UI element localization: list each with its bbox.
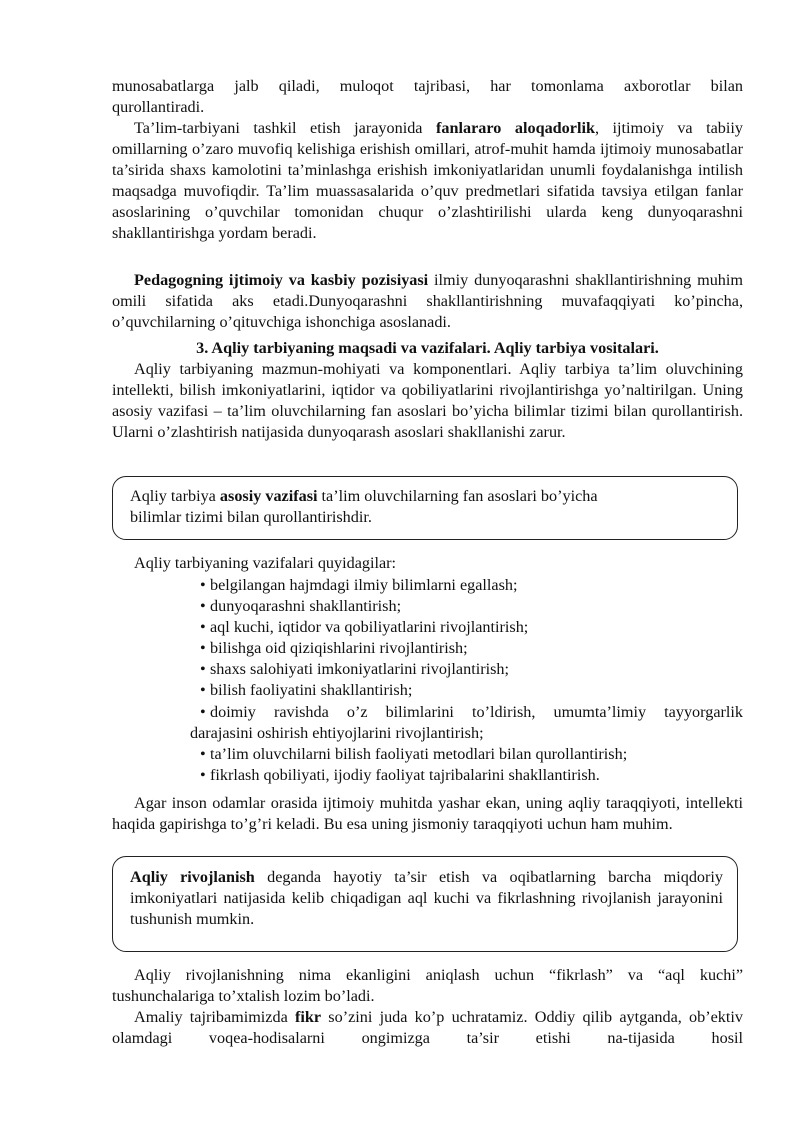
paragraph-inson <box>112 793 743 835</box>
paragraph-fikrlash <box>112 965 743 1007</box>
bold-term: fanlararo aloqadorlik <box>436 119 595 137</box>
paragraph-continuation <box>112 76 743 118</box>
bullet-icon: • <box>200 597 206 616</box>
box-text <box>130 867 723 930</box>
list-item <box>112 596 743 617</box>
bold-term: Aqliy rivojlanish <box>130 868 255 886</box>
paragraph-aqliy-tarbiya <box>112 359 743 443</box>
text-span: so’zini juda ko’p uchratamiz. Oddiy qilib aytganda, ob’ektiv olamdagi voqea-hodisalarni ongimizga ta’sir etishi na-tijasida hosil <box>112 1008 743 1048</box>
bullet-icon: • <box>200 639 206 658</box>
bullet-icon: • <box>200 576 206 594</box>
definition-box <box>112 476 738 540</box>
bold-term: asosiy vazifasi <box>219 487 318 505</box>
paragraph-text: Aqliy tarbiyaning vazifalari quyidagilar: <box>134 554 397 572</box>
list-item-text: bilishga oid qiziqishlarini rivojlantirish; <box>210 639 468 658</box>
text-line: munosabatlarga jalb qiladi, muloqot tajribasi, har tomonlama axborotlar bilan <box>112 77 743 95</box>
text-span: Aqliy tarbiya <box>130 487 220 505</box>
list-item-text: doimiy ravishda o’z bilimlarini to’ldirish, umumta’limiy tayyorgarlik <box>210 702 743 721</box>
paragraph-text <box>112 1007 743 1049</box>
list-item <box>112 575 743 596</box>
text-span: Ta’lim-tarbiyani tashkil etish jarayonida <box>134 119 437 137</box>
list-item <box>112 659 743 680</box>
tasks-list <box>112 575 743 786</box>
paragraph-text <box>112 118 743 245</box>
text-span: , ijtimoiy va tabiiy omillarning o’zaro muvofiq kelishiga erishish omillari, atrof-muhit hamda ijtimoiy munosabatlar ta’sirida shaxs kamolotini ta’minlashga erishish imkoniyatlaridan unumli foydalanishga intilish maqsadga muvofiqdir. Ta’lim muassasalarida o’quv predmetlari sifatida tavsiya etilgan fanlar asoslarining o’quvchilar tomonidan chuqur o’zlashtirilishi ularda keng dunyoqarashni shakllantirishga yordam beradi. <box>112 119 743 243</box>
list-item-text: dunyoqarashni shakllantirish; <box>210 597 402 616</box>
list-item-text: aql kuchi, iqtidor va qobiliyatlarini rivojlantirish; <box>210 618 529 637</box>
paragraph-fikr <box>112 1007 743 1049</box>
list-item <box>112 680 743 701</box>
list-item-text: ta’lim oluvchilarni bilish faoliyati metodlari bilan qurollantirish; <box>210 744 628 763</box>
paragraph-text: Aqliy tarbiyaning mazmun-mohiyati va komponentlari. Aqliy tarbiya ta’lim oluvchining intellekti, bilish imkoniyatlarini, iqtidor va qobiliyatlarini rivojlantirishga yo’naltirilgan. Uning asosiy vazifasi – ta’lim oluvchilarning fan asoslari bo’yicha bilimlar tizimi bilan qurollantirish. Ularni o’zlashtirish natijasida dunyoqarash asoslari shakllanishi zarur. <box>112 360 743 442</box>
text-line: bilimlar tizimi bilan qurollantirishdir. <box>130 508 372 527</box>
list-item-text: shaxs salohiyati imkoniyatlarini rivojlantirish; <box>210 660 509 679</box>
paragraph-text <box>130 867 723 930</box>
paragraph-text <box>112 270 743 333</box>
box-text <box>130 486 723 528</box>
list-item-text: belgilangan hajmdagi ilmiy bilimlarni egallash; <box>210 576 518 594</box>
text-span: ta’lim oluvchilarning fan asoslari bo’yicha <box>317 487 598 505</box>
bold-term: fikr <box>295 1008 322 1026</box>
definition-box <box>112 856 738 952</box>
text-line: qurollantiradi. <box>112 98 205 117</box>
list-item <box>112 765 743 786</box>
text-span: deganda hayotiy ta’sir etish va oqibatlarning barcha miqdoriy imkoniyatlari natijasida kelib chiqadigan aql kuchi va fikrlashning rivojlanish jarayonini tushunish mumkin. <box>130 868 724 929</box>
bullet-icon: • <box>200 744 206 763</box>
paragraph-text: Agar inson odamlar orasida ijtimoiy muhitda yashar ekan, uning aqliy taraqqiyoti, intellekti haqida gapirishga to’g’ri keladi. Bu esa uning jismoniy taraqqiyoti uchun ham muhim. <box>112 794 743 834</box>
bullet-icon: • <box>200 702 206 721</box>
paragraph-interdisciplinary <box>112 118 743 245</box>
bullet-icon: • <box>200 660 206 679</box>
text-span: ilmiy dunyoqarashni shakllantirishning muhim omili sifatida aks etadi.Dunyoqarashni shakllantirishning muvafaqqiyati ko’pincha, o’quvchilarning o’qituvchiga ishonchiga asoslanadi. <box>112 271 743 332</box>
text-span: Amaliy tajribamimizda <box>134 1008 295 1026</box>
paragraph-text: Aqliy rivojlanishning nima ekanligini aniqlash uchun “fikrlash” va “aql kuchi” tushunchalariga to’xtalish lozim bo’ladi. <box>112 966 743 1006</box>
list-item-text: fikrlash qobiliyati, ijodiy faoliyat tajribalarini shakllantirish. <box>210 765 600 784</box>
bullet-icon: • <box>200 618 206 637</box>
list-item <box>112 702 743 744</box>
text-line <box>130 486 723 507</box>
bullet-icon: • <box>200 681 206 700</box>
list-item <box>112 617 743 638</box>
list-item-text-continuation: darajasini oshirish ehtiyojlarini rivojlantirish; <box>190 723 484 742</box>
bullet-icon: • <box>200 765 206 784</box>
paragraph-pedagog <box>112 270 743 333</box>
bold-term: Pedagogning ijtimoiy va kasbiy pozisiyasi <box>134 271 429 289</box>
list-item <box>112 744 743 765</box>
tasks-intro <box>112 553 743 574</box>
list-item-text: bilish faoliyatini shakllantirish; <box>210 681 413 700</box>
list-item <box>112 638 743 659</box>
section-heading: 3. Aqliy tarbiyaning maqsadi va vazifalari. Aqliy tarbiya vositalari. <box>196 339 659 357</box>
